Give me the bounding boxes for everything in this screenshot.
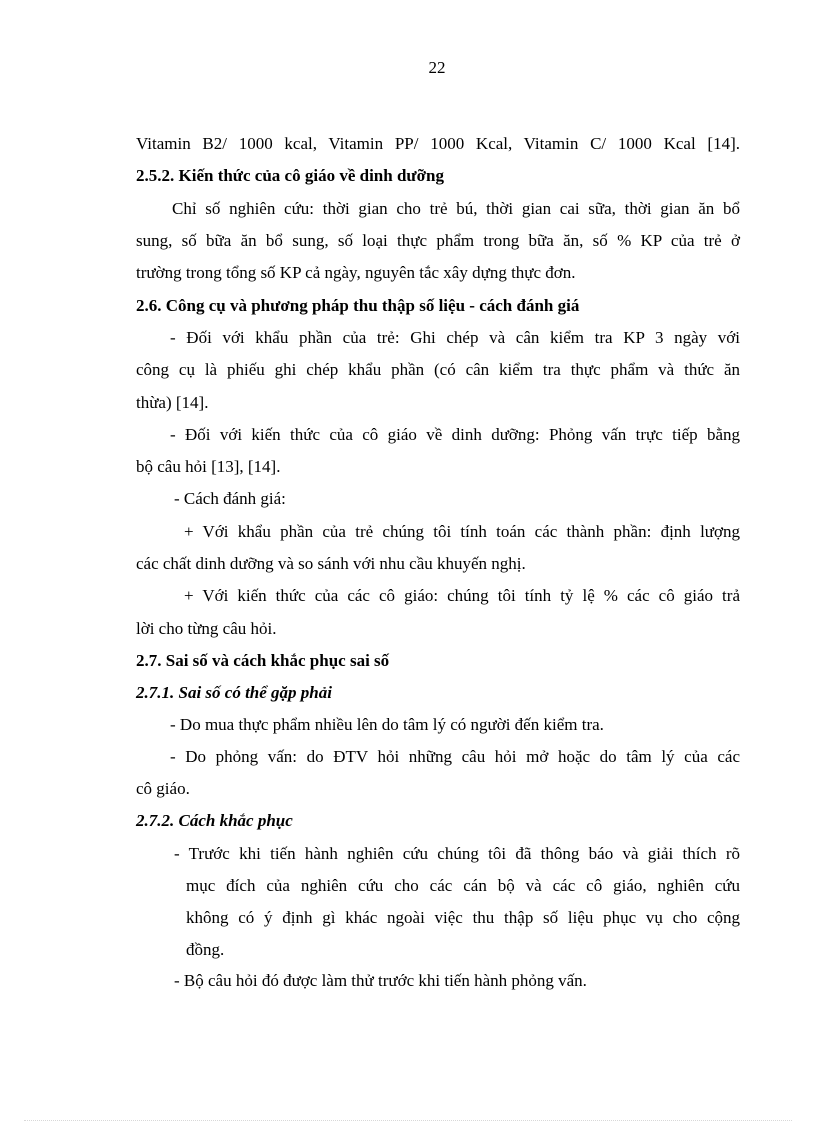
text-line: lời cho từng câu hỏi.	[136, 619, 277, 638]
text-line: - Đối với kiến thức của cô giáo về dinh dưỡng: Phỏng vấn trực tiếp bằng	[170, 425, 740, 444]
text-line: + Với khẩu phần của trẻ chúng tôi tính toán các thành phần: định lượng	[184, 522, 740, 541]
section-heading-2-7: 2.7. Sai số và cách khắc phục sai số	[136, 651, 390, 670]
text-line: Vitamin B2/ 1000 kcal, Vitamin PP/ 1000 Kcal, Vitamin C/ 1000 Kcal [14].	[136, 134, 740, 153]
text-line: sung, số bữa ăn bổ sung, số loại thực phẩm trong bữa ăn, số % KP của trẻ ở	[136, 231, 740, 250]
text-line: mục đích của nghiên cứu cho các cán bộ và các cô giáo, nghiên cứu	[186, 876, 740, 895]
text-line: - Bộ câu hỏi đó được làm thử trước khi tiến hành phỏng vấn.	[174, 971, 587, 990]
text-line: các chất dinh dưỡng và so sánh với nhu cầu khuyến nghị.	[136, 554, 526, 573]
text-line: - Trước khi tiến hành nghiên cứu chúng tôi đã thông báo và giải thích rõ	[174, 844, 740, 863]
text-line: cô giáo.	[136, 779, 190, 798]
section-heading-2-5-2: 2.5.2. Kiến thức của cô giáo về dinh dưỡng	[136, 166, 444, 185]
page-number: 22	[428, 58, 446, 77]
text-line: - Cách đánh giá:	[174, 489, 286, 508]
text-line: bộ câu hỏi [13], [14].	[136, 457, 281, 476]
text-line: Chỉ số nghiên cứu: thời gian cho trẻ bú, thời gian cai sữa, thời gian ăn bổ	[172, 199, 740, 218]
section-heading-2-6: 2.6. Công cụ và phương pháp thu thập số liệu - cách đánh giá	[136, 296, 580, 315]
text-line: - Do phỏng vấn: do ĐTV hỏi những câu hỏi mở hoặc do tâm lý của các	[170, 747, 740, 766]
page-bottom-rule	[24, 1120, 792, 1121]
text-line: + Với kiến thức của các cô giáo: chúng tôi tính tỷ lệ % các cô giáo trả	[184, 586, 740, 605]
text-line: công cụ là phiếu ghi chép khẩu phần (có cân kiểm tra thực phẩm và thức ăn	[136, 360, 740, 379]
subsection-heading-2-7-2: 2.7.2. Cách khắc phục	[136, 811, 293, 830]
text-line: trường trong tổng số KP cả ngày, nguyên tắc xây dựng thực đơn.	[136, 263, 576, 282]
text-line: thừa) [14].	[136, 393, 209, 412]
text-line: đồng.	[186, 940, 225, 959]
subsection-heading-2-7-1: 2.7.1. Sai số có thể gặp phải	[136, 683, 332, 702]
text-line: - Đối với khẩu phần của trẻ: Ghi chép và cân kiểm tra KP 3 ngày với	[170, 328, 740, 347]
text-line: - Do mua thực phẩm nhiều lên do tâm lý có người đến kiểm tra.	[170, 715, 604, 734]
text-line: không có ý định gì khác ngoài việc thu thập số liệu phục vụ cho cộng	[186, 908, 740, 927]
